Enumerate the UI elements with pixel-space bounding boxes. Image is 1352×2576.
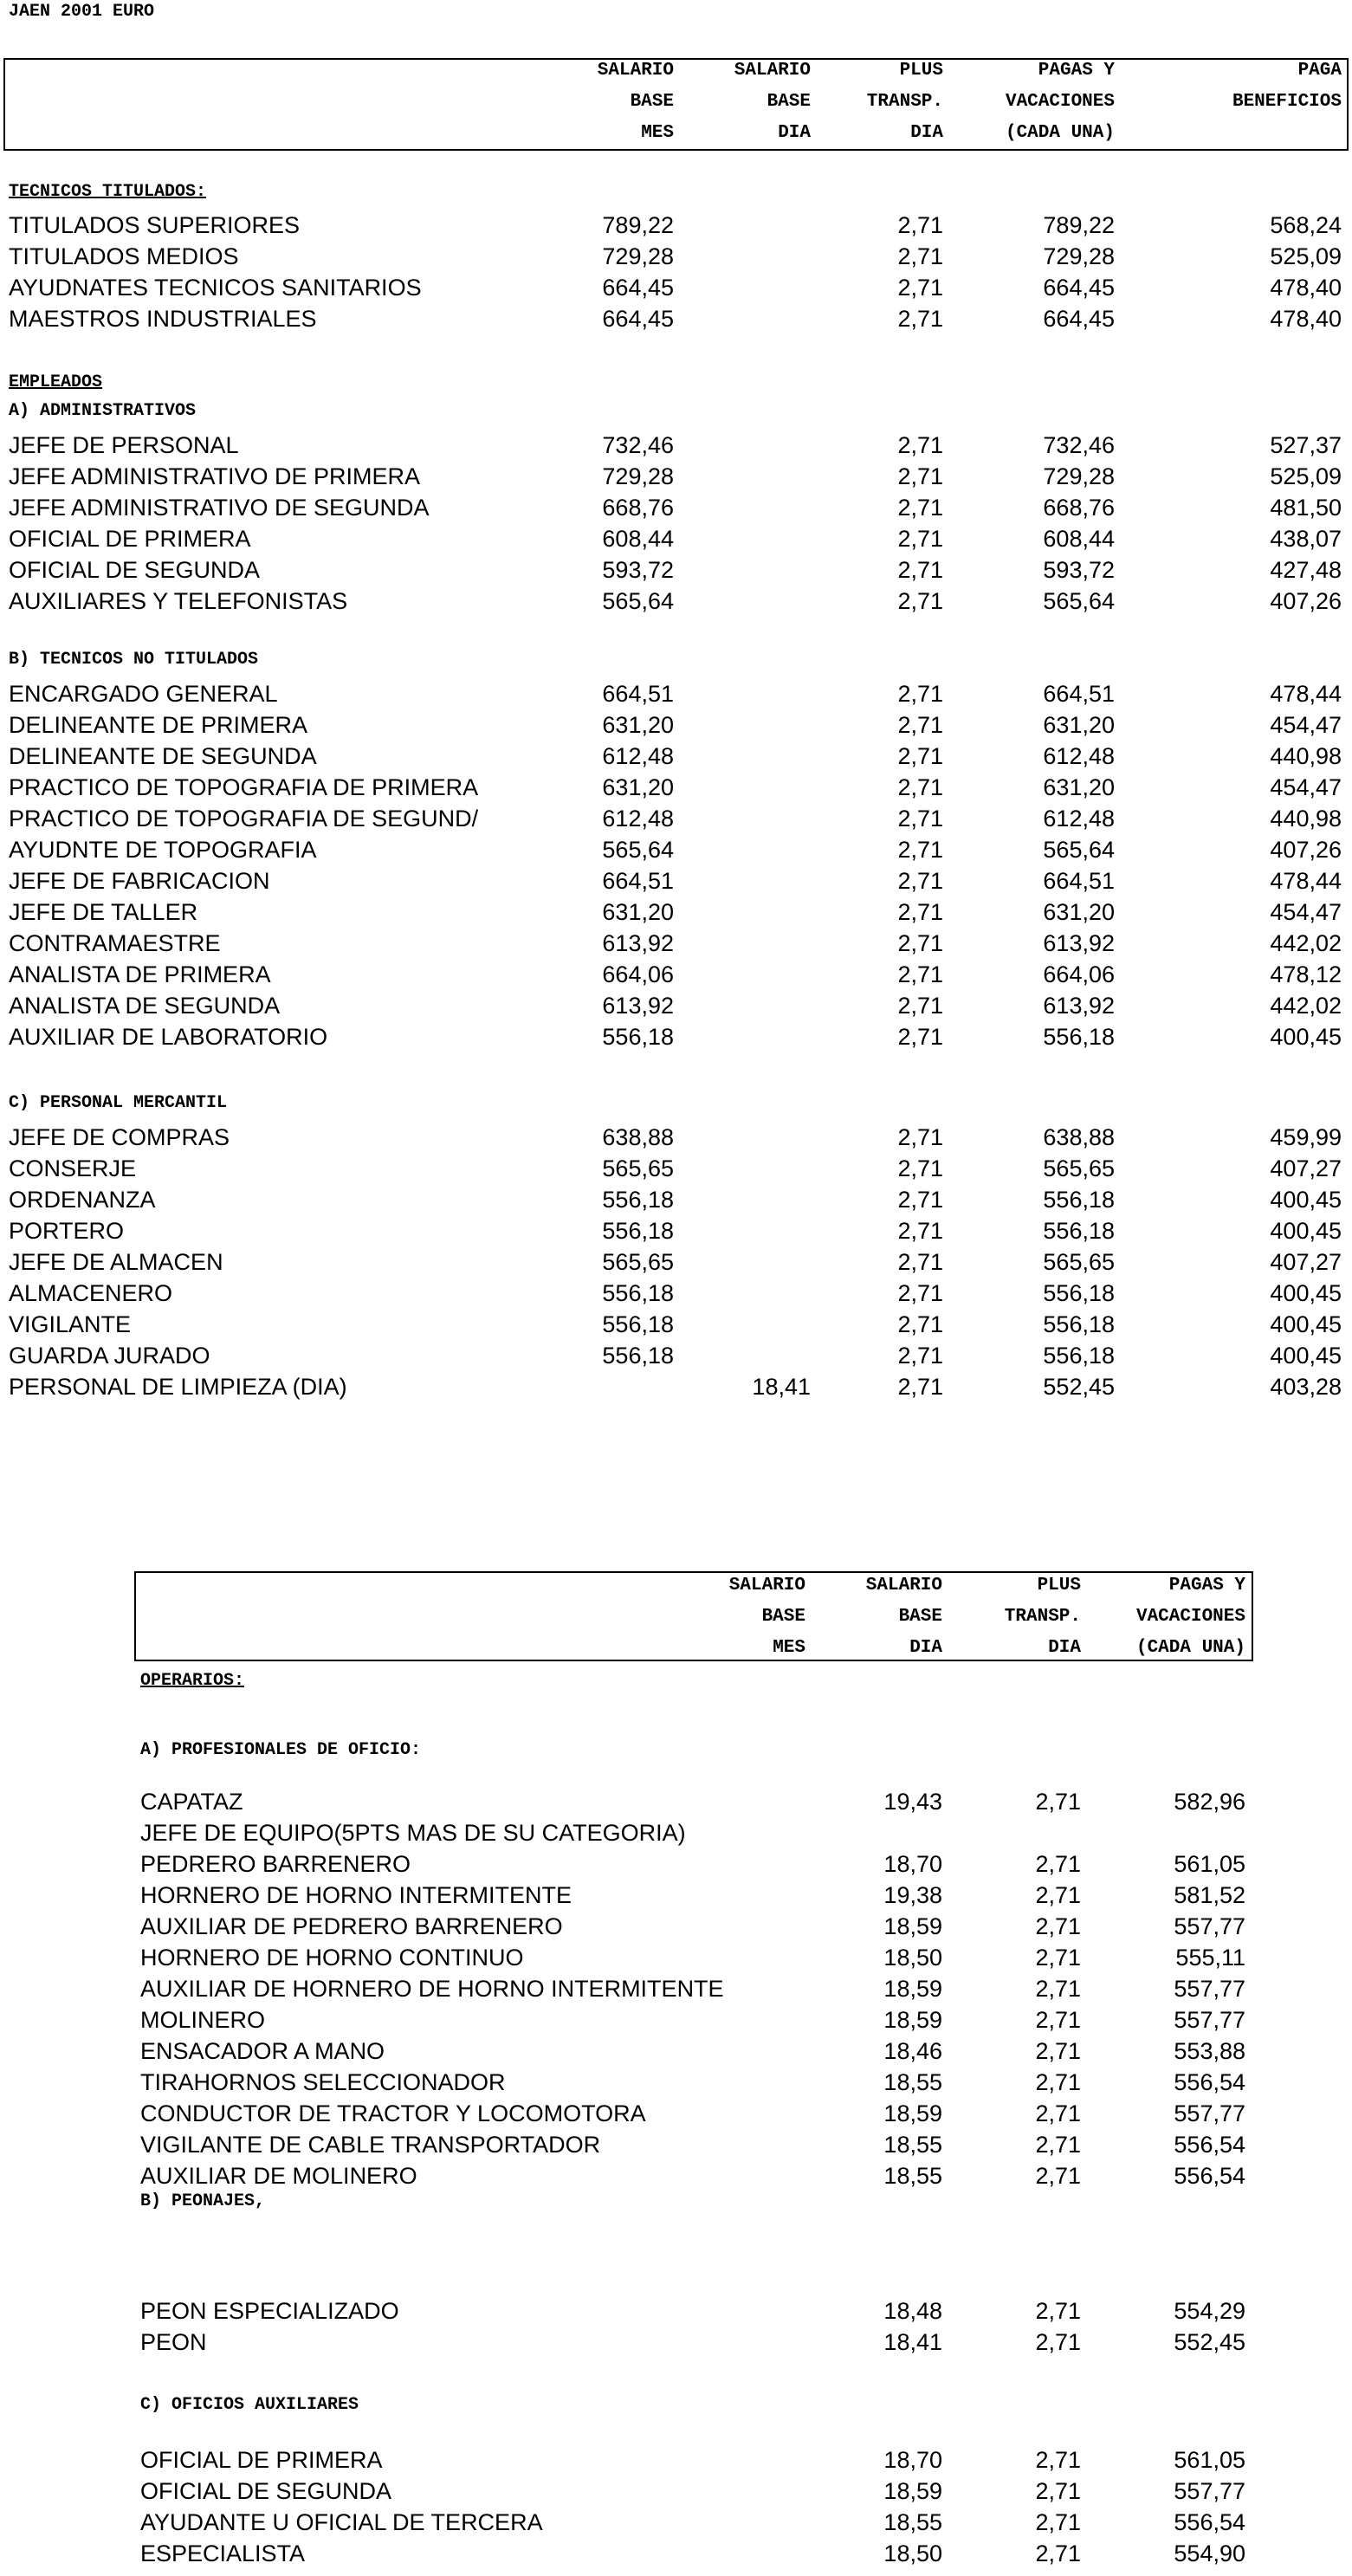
row-label: PORTERO xyxy=(9,1218,125,1244)
row-label: MOLINERO xyxy=(140,2007,266,2033)
row-value: 631,20 xyxy=(602,774,674,800)
row-value: 407,27 xyxy=(1270,1249,1342,1275)
row-value: 557,77 xyxy=(1174,1913,1245,1939)
row-value: 2,71 xyxy=(1035,2007,1081,2033)
row-value: 2,71 xyxy=(1035,2447,1081,2473)
row-value: 18,59 xyxy=(883,2007,942,2033)
row-value: 407,26 xyxy=(1270,588,1342,614)
row-label: OFICIAL DE PRIMERA xyxy=(9,526,251,552)
table-row xyxy=(0,554,1352,586)
table-row xyxy=(0,1880,1352,1911)
row-value: 454,47 xyxy=(1270,774,1342,800)
table-row xyxy=(0,2476,1352,2507)
t1-header-paga-beneficios: PAGA BENEFICIOS xyxy=(1232,61,1342,112)
row-value: 554,90 xyxy=(1174,2540,1245,2566)
row-value: 613,92 xyxy=(1043,930,1115,956)
table-row xyxy=(0,1215,1352,1246)
row-value: 18,70 xyxy=(883,2447,942,2473)
row-value: 18,46 xyxy=(883,2038,942,2064)
row-value: 478,44 xyxy=(1270,681,1342,707)
row-label: PEON ESPECIALIZADO xyxy=(140,2298,399,2324)
row-label: ESPECIALISTA xyxy=(140,2540,306,2566)
row-label: AUXILIAR DE HORNERO DE HORNO INTERMITENTE xyxy=(140,1976,724,2002)
row-value: 2,71 xyxy=(1035,1945,1081,1971)
row-value: 2,71 xyxy=(897,930,943,956)
row-label: PRACTICO DE TOPOGRAFIA DE SEGUND/ xyxy=(9,806,479,832)
row-value: 565,64 xyxy=(602,588,674,614)
row-label: PRACTICO DE TOPOGRAFIA DE PRIMERA xyxy=(9,774,479,800)
row-value: 2,71 xyxy=(897,743,943,769)
row-value: 2,71 xyxy=(1035,2069,1081,2095)
row-value: 729,28 xyxy=(1043,463,1115,489)
row-label: CONSERJE xyxy=(9,1155,137,1181)
row-value: 459,99 xyxy=(1270,1124,1342,1150)
row-value: 2,71 xyxy=(897,463,943,489)
row-value: 789,22 xyxy=(602,212,674,238)
row-value: 18,55 xyxy=(883,2132,942,2158)
row-label: AUXILIAR DE PEDRERO BARRENERO xyxy=(140,1913,563,1939)
row-label: AUXILIAR DE LABORATORIO xyxy=(9,1024,328,1050)
table-row xyxy=(0,865,1352,896)
row-value: 18,55 xyxy=(883,2069,942,2095)
row-value: 729,28 xyxy=(602,463,674,489)
table-row xyxy=(0,1278,1352,1309)
table1-header-box xyxy=(3,58,1349,151)
row-value: 608,44 xyxy=(1043,526,1115,552)
row-value: 565,65 xyxy=(602,1155,674,1181)
row-value: 612,48 xyxy=(1043,806,1115,832)
row-value: 732,46 xyxy=(1043,432,1115,458)
row-value: 525,09 xyxy=(1270,243,1342,269)
row-value: 581,52 xyxy=(1174,1882,1245,1908)
table-row xyxy=(0,2507,1352,2538)
table-row xyxy=(0,896,1352,928)
row-value: 400,45 xyxy=(1270,1187,1342,1213)
row-label: JEFE DE TALLER xyxy=(9,899,198,925)
row-label: JEFE DE FABRICACION xyxy=(9,868,270,894)
row-value: 2,71 xyxy=(897,1280,943,1306)
row-value: 664,06 xyxy=(602,961,674,987)
row-value: 481,50 xyxy=(1270,495,1342,521)
row-value: 2,71 xyxy=(897,1124,943,1150)
row-label: PEON xyxy=(140,2329,207,2355)
row-value: 2,71 xyxy=(1035,2163,1081,2189)
table-row xyxy=(0,492,1352,523)
row-value: 400,45 xyxy=(1270,1280,1342,1306)
row-value: 556,18 xyxy=(602,1280,674,1306)
table-row xyxy=(0,1942,1352,1973)
row-value: 478,40 xyxy=(1270,275,1342,301)
row-label: ENCARGADO GENERAL xyxy=(9,681,278,707)
row-value: 556,18 xyxy=(602,1024,674,1050)
row-value: 2,71 xyxy=(897,243,943,269)
row-value: 2,71 xyxy=(897,557,943,583)
table-row xyxy=(0,430,1352,461)
row-value: 400,45 xyxy=(1270,1311,1342,1337)
row-label: CONDUCTOR DE TRACTOR Y LOCOMOTORA xyxy=(140,2100,646,2126)
row-value: 613,92 xyxy=(602,993,674,1019)
section-title: C) OFICIOS AUXILIARES xyxy=(140,2395,359,2415)
row-value: 407,26 xyxy=(1270,837,1342,863)
table-row xyxy=(0,2098,1352,2129)
row-value: 2,71 xyxy=(897,681,943,707)
row-value: 18,48 xyxy=(883,2298,942,2324)
row-value: 478,44 xyxy=(1270,868,1342,894)
table-row xyxy=(0,461,1352,492)
table-row xyxy=(0,272,1352,303)
row-value: 2,71 xyxy=(897,993,943,1019)
row-value: 18,50 xyxy=(883,1945,942,1971)
table-row xyxy=(0,1184,1352,1215)
table-row xyxy=(0,1973,1352,2004)
row-label: TITULADOS SUPERIORES xyxy=(9,212,301,238)
table-row xyxy=(0,2444,1352,2476)
row-label: DELINEANTE DE PRIMERA xyxy=(9,712,308,738)
row-value: 2,71 xyxy=(897,961,943,987)
table-row xyxy=(0,2327,1352,2358)
operarios-title: OPERARIOS: xyxy=(140,1671,245,1691)
row-value: 478,40 xyxy=(1270,306,1342,332)
row-value: 18,59 xyxy=(883,2100,942,2126)
row-label: AYUDANTE U OFICIAL DE TERCERA xyxy=(140,2509,543,2535)
row-value: 612,48 xyxy=(602,743,674,769)
row-value: 478,12 xyxy=(1270,961,1342,987)
row-value: 556,18 xyxy=(1043,1218,1115,1244)
row-value: 612,48 xyxy=(602,806,674,832)
section-title: A) PROFESIONALES DE OFICIO: xyxy=(140,1740,422,1760)
row-value: 565,64 xyxy=(1043,837,1115,863)
table-row xyxy=(0,990,1352,1021)
row-value: 2,71 xyxy=(897,1218,943,1244)
table-row xyxy=(0,1340,1352,1371)
row-value: 556,54 xyxy=(1174,2069,1245,2095)
t2-header-salario-base-dia: SALARIO BASE DIA xyxy=(865,1576,942,1658)
row-value: 565,65 xyxy=(1043,1249,1115,1275)
row-value: 556,18 xyxy=(1043,1311,1115,1337)
row-value: 2,71 xyxy=(897,899,943,925)
row-value: 613,92 xyxy=(1043,993,1115,1019)
row-value: 556,18 xyxy=(602,1218,674,1244)
table-row xyxy=(0,210,1352,241)
row-value: 789,22 xyxy=(1043,212,1115,238)
row-value: 407,27 xyxy=(1270,1155,1342,1181)
row-value: 2,71 xyxy=(1035,1851,1081,1877)
table-row xyxy=(0,928,1352,959)
table-row xyxy=(0,803,1352,834)
table-row xyxy=(0,741,1352,772)
t1-header-plus-transp-dia: PLUS TRANSP. DIA xyxy=(866,61,943,143)
row-value: 2,71 xyxy=(897,1343,943,1369)
table-row xyxy=(0,2295,1352,2327)
row-value: 732,46 xyxy=(602,432,674,458)
row-value: 2,71 xyxy=(897,1187,943,1213)
table-row xyxy=(0,586,1352,617)
table-row xyxy=(0,1371,1352,1402)
row-value: 556,54 xyxy=(1174,2163,1245,2189)
row-value: 400,45 xyxy=(1270,1343,1342,1369)
row-value: 557,77 xyxy=(1174,2100,1245,2126)
row-value: 664,51 xyxy=(1043,868,1115,894)
row-value: 18,41 xyxy=(883,2329,942,2355)
section-title: B) PEONAJES, xyxy=(140,2191,266,2211)
row-value: 438,07 xyxy=(1270,526,1342,552)
table-row xyxy=(0,523,1352,554)
row-value: 2,71 xyxy=(897,868,943,894)
row-value: 525,09 xyxy=(1270,463,1342,489)
row-label: JEFE DE EQUIPO(5PTS MAS DE SU CATEGORIA) xyxy=(140,1820,686,1846)
table-row xyxy=(0,2160,1352,2191)
row-label: ANALISTA DE SEGUNDA xyxy=(9,993,281,1019)
row-value: 553,88 xyxy=(1174,2038,1245,2064)
row-value: 454,47 xyxy=(1270,899,1342,925)
row-value: 593,72 xyxy=(1043,557,1115,583)
row-value: 442,02 xyxy=(1270,993,1342,1019)
table-row xyxy=(0,959,1352,990)
row-label: AUXILIAR DE MOLINERO xyxy=(140,2163,417,2189)
table-row xyxy=(0,1848,1352,1880)
row-value: 442,02 xyxy=(1270,930,1342,956)
row-label: PEDRERO BARRENERO xyxy=(140,1851,411,1877)
row-label: JEFE DE COMPRAS xyxy=(9,1124,230,1150)
row-value: 2,71 xyxy=(897,806,943,832)
table-row xyxy=(0,1786,1352,1817)
row-label: JEFE ADMINISTRATIVO DE SEGUNDA xyxy=(9,495,430,521)
row-value: 18,55 xyxy=(883,2163,942,2189)
row-label: AUXILIARES Y TELEFONISTAS xyxy=(9,588,348,614)
row-label: ANALISTA DE PRIMERA xyxy=(9,961,271,987)
row-value: 403,28 xyxy=(1270,1374,1342,1400)
t2-header-pagas-vacaciones: PAGAS Y VACACIONES (CADA UNA) xyxy=(1135,1576,1245,1658)
row-label: JEFE ADMINISTRATIVO DE PRIMERA xyxy=(9,463,421,489)
t2-header-plus-transp-dia: PLUS TRANSP. DIA xyxy=(1004,1576,1081,1658)
row-value: 664,45 xyxy=(602,275,674,301)
table-row xyxy=(0,303,1352,334)
row-value: 2,71 xyxy=(897,1249,943,1275)
row-value: 2,71 xyxy=(897,306,943,332)
row-value: 631,20 xyxy=(1043,899,1115,925)
row-value: 454,47 xyxy=(1270,712,1342,738)
row-value: 2,71 xyxy=(897,837,943,863)
row-value: 18,50 xyxy=(883,2540,942,2566)
row-label: OFICIAL DE SEGUNDA xyxy=(9,557,261,583)
row-label: ALMACENERO xyxy=(9,1280,173,1306)
row-label: HORNERO DE HORNO CONTINUO xyxy=(140,1945,524,1971)
row-label: JEFE DE ALMACEN xyxy=(9,1249,223,1275)
row-label: CONTRAMAESTRE xyxy=(9,930,221,956)
row-value: 2,71 xyxy=(897,432,943,458)
row-value: 2,71 xyxy=(897,275,943,301)
row-value: 631,20 xyxy=(602,899,674,925)
row-value: 19,43 xyxy=(883,1789,942,1815)
row-value: 18,59 xyxy=(883,1913,942,1939)
row-value: 557,77 xyxy=(1174,2007,1245,2033)
table-row xyxy=(0,241,1352,272)
row-value: 2,71 xyxy=(897,712,943,738)
row-label: MAESTROS INDUSTRIALES xyxy=(9,306,317,332)
row-value: 2,71 xyxy=(1035,2540,1081,2566)
row-value: 664,45 xyxy=(1043,275,1115,301)
row-value: 556,18 xyxy=(602,1311,674,1337)
row-value: 557,77 xyxy=(1174,1976,1245,2002)
row-value: 18,59 xyxy=(883,2478,942,2504)
row-value: 556,18 xyxy=(1043,1187,1115,1213)
row-value: 2,71 xyxy=(1035,2132,1081,2158)
row-value: 2,71 xyxy=(897,1155,943,1181)
row-value: 18,70 xyxy=(883,1851,942,1877)
row-label: VIGILANTE xyxy=(9,1311,132,1337)
row-value: 2,71 xyxy=(1035,1976,1081,2002)
row-label: OFICIAL DE SEGUNDA xyxy=(140,2478,392,2504)
row-value: 729,28 xyxy=(1043,243,1115,269)
t1-header-salario-base-dia: SALARIO BASE DIA xyxy=(734,61,811,143)
row-value: 2,71 xyxy=(897,1374,943,1400)
table-row xyxy=(0,1021,1352,1052)
row-label: ORDENANZA xyxy=(9,1187,156,1213)
row-value: 440,98 xyxy=(1270,743,1342,769)
row-value: 565,64 xyxy=(1043,588,1115,614)
table-row xyxy=(0,1153,1352,1184)
table-row xyxy=(0,834,1352,865)
row-value: 400,45 xyxy=(1270,1218,1342,1244)
row-value: 561,05 xyxy=(1174,2447,1245,2473)
t1-header-salario-base-mes: SALARIO BASE MES xyxy=(597,61,674,143)
row-value: 427,48 xyxy=(1270,557,1342,583)
row-value: 568,24 xyxy=(1270,212,1342,238)
row-value: 664,51 xyxy=(602,868,674,894)
row-value: 561,05 xyxy=(1174,1851,1245,1877)
row-value: 2,71 xyxy=(897,774,943,800)
row-value: 2,71 xyxy=(1035,2100,1081,2126)
row-value: 2,71 xyxy=(897,526,943,552)
table-row xyxy=(0,2129,1352,2160)
table-row xyxy=(0,1309,1352,1340)
document-title: JAEN 2001 EURO xyxy=(9,2,155,22)
table-row xyxy=(0,1122,1352,1153)
row-value: 2,71 xyxy=(897,1311,943,1337)
row-value: 608,44 xyxy=(602,526,674,552)
row-value: 664,51 xyxy=(602,681,674,707)
row-value: 668,76 xyxy=(602,495,674,521)
section-title: EMPLEADOS xyxy=(9,372,103,392)
row-value: 2,71 xyxy=(897,588,943,614)
section-title: TECNICOS TITULADOS: xyxy=(9,182,207,202)
row-label: PERSONAL DE LIMPIEZA (DIA) xyxy=(9,1374,347,1400)
t2-header-salario-base-mes: SALARIO BASE MES xyxy=(728,1576,805,1658)
row-value: 729,28 xyxy=(602,243,674,269)
table-row xyxy=(0,1246,1352,1278)
row-value: 2,71 xyxy=(1035,1789,1081,1815)
row-value: 18,59 xyxy=(883,1976,942,2002)
row-value: 2,71 xyxy=(1035,2298,1081,2324)
row-value: 593,72 xyxy=(602,557,674,583)
table-row xyxy=(0,772,1352,803)
row-label: DELINEANTE DE SEGUNDA xyxy=(9,743,317,769)
row-label: AYUDNTE DE TOPOGRAFIA xyxy=(9,837,317,863)
table-row xyxy=(0,2004,1352,2036)
t1-header-pagas-vacaciones: PAGAS Y VACACIONES (CADA UNA) xyxy=(1005,61,1115,143)
row-value: 557,77 xyxy=(1174,2478,1245,2504)
row-value: 556,18 xyxy=(1043,1280,1115,1306)
row-value: 2,71 xyxy=(897,495,943,521)
section-subtitle: A) ADMINISTRATIVOS xyxy=(9,401,197,421)
row-value: 668,76 xyxy=(1043,495,1115,521)
row-value: 554,29 xyxy=(1174,2298,1245,2324)
row-value: 556,18 xyxy=(602,1343,674,1369)
row-label: CAPATAZ xyxy=(140,1789,243,1815)
row-value: 2,71 xyxy=(1035,2329,1081,2355)
table-row xyxy=(0,1911,1352,1942)
row-value: 565,64 xyxy=(602,837,674,863)
row-value: 2,71 xyxy=(1035,1882,1081,1908)
row-value: 2,71 xyxy=(1035,1913,1081,1939)
row-value: 631,20 xyxy=(602,712,674,738)
row-value: 440,98 xyxy=(1270,806,1342,832)
row-value: 18,41 xyxy=(752,1374,811,1400)
row-value: 582,96 xyxy=(1174,1789,1245,1815)
row-value: 556,54 xyxy=(1174,2132,1245,2158)
row-value: 552,45 xyxy=(1043,1374,1115,1400)
row-value: 556,18 xyxy=(1043,1343,1115,1369)
table-row xyxy=(0,709,1352,741)
row-value: 631,20 xyxy=(1043,774,1115,800)
row-value: 664,06 xyxy=(1043,961,1115,987)
row-value: 400,45 xyxy=(1270,1024,1342,1050)
row-value: 556,18 xyxy=(602,1187,674,1213)
row-value: 527,37 xyxy=(1270,432,1342,458)
row-value: 565,65 xyxy=(602,1249,674,1275)
row-value: 555,11 xyxy=(1175,1945,1245,1971)
row-value: 664,51 xyxy=(1043,681,1115,707)
row-value: 565,65 xyxy=(1043,1155,1115,1181)
row-value: 612,48 xyxy=(1043,743,1115,769)
table-row xyxy=(0,2538,1352,2569)
row-value: 556,54 xyxy=(1174,2509,1245,2535)
row-value: 19,38 xyxy=(883,1882,942,1908)
row-label: TIRAHORNOS SELECCIONADOR xyxy=(140,2069,506,2095)
row-value: 664,45 xyxy=(1043,306,1115,332)
row-label: AYUDNATES TECNICOS SANITARIOS xyxy=(9,275,422,301)
section-title: C) PERSONAL MERCANTIL xyxy=(9,1093,228,1113)
table-row xyxy=(0,678,1352,709)
row-value: 2,71 xyxy=(1035,2509,1081,2535)
row-value: 613,92 xyxy=(602,930,674,956)
row-label: HORNERO DE HORNO INTERMITENTE xyxy=(140,1882,572,1908)
table-row xyxy=(0,2067,1352,2098)
row-value: 664,45 xyxy=(602,306,674,332)
section-title: B) TECNICOS NO TITULADOS xyxy=(9,650,259,670)
row-label: ENSACADOR A MANO xyxy=(140,2038,385,2064)
row-label: JEFE DE PERSONAL xyxy=(9,432,239,458)
row-value: 2,71 xyxy=(897,212,943,238)
table-row xyxy=(0,1817,1352,1848)
table-row xyxy=(0,2036,1352,2067)
row-value: 556,18 xyxy=(1043,1024,1115,1050)
row-label: OFICIAL DE PRIMERA xyxy=(140,2447,383,2473)
row-label: GUARDA JURADO xyxy=(9,1343,210,1369)
row-label: TITULADOS MEDIOS xyxy=(9,243,239,269)
row-value: 18,55 xyxy=(883,2509,942,2535)
row-value: 631,20 xyxy=(1043,712,1115,738)
row-value: 2,71 xyxy=(1035,2478,1081,2504)
row-value: 638,88 xyxy=(1043,1124,1115,1150)
row-value: 638,88 xyxy=(602,1124,674,1150)
row-label: VIGILANTE DE CABLE TRANSPORTADOR xyxy=(140,2132,601,2158)
row-value: 2,71 xyxy=(897,1024,943,1050)
row-value: 2,71 xyxy=(1035,2038,1081,2064)
row-value: 552,45 xyxy=(1174,2329,1245,2355)
